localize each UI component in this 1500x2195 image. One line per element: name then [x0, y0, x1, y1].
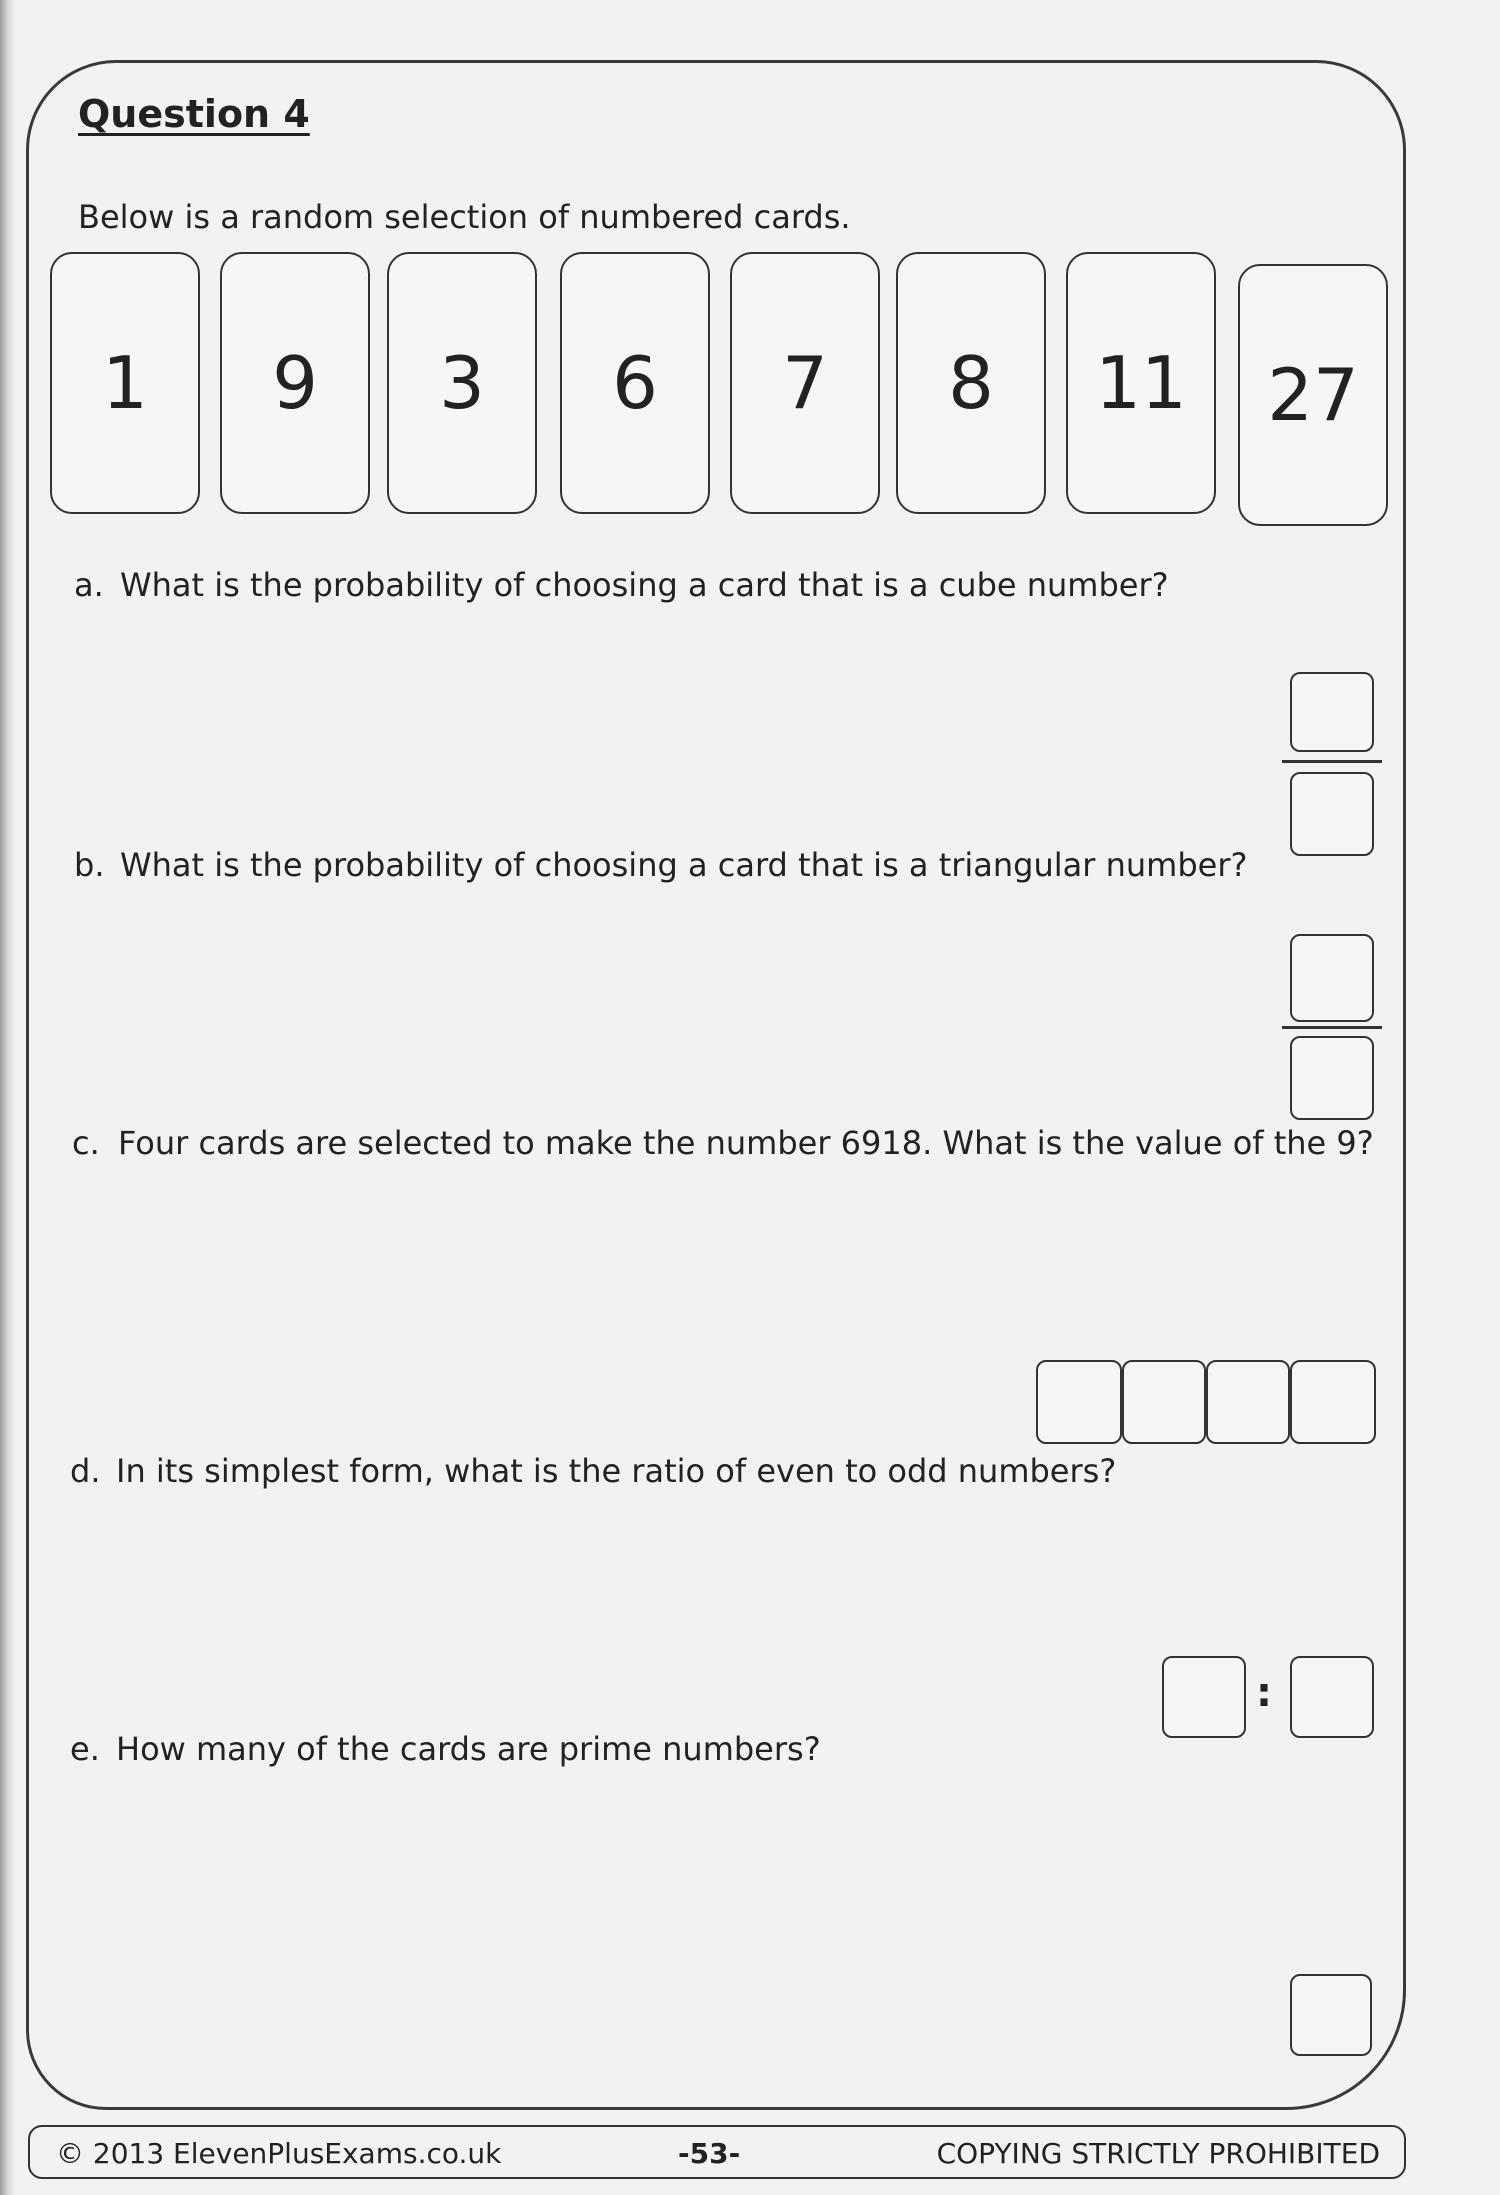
- copying-notice: COPYING STRICTLY PROHIBITED: [936, 2137, 1380, 2170]
- number-cards: [50, 252, 1392, 526]
- question-text: In its simplest form, what is the ratio of even to odd numbers?: [116, 1452, 1117, 1490]
- answer-d-left-box[interactable]: [1162, 1656, 1246, 1738]
- copyright-text: © 2013 ElevenPlusExams.co.uk: [56, 2137, 502, 2170]
- number-card: 6: [560, 252, 710, 514]
- answer-c-digit-box[interactable]: [1122, 1360, 1206, 1444]
- answer-b-denominator-box[interactable]: [1290, 1036, 1374, 1120]
- question-text: What is the probability of choosing a card that is a cube number?: [120, 566, 1169, 604]
- number-card: 27: [1238, 264, 1388, 526]
- answer-e-box[interactable]: [1290, 1974, 1372, 2056]
- answer-c-digit-box[interactable]: [1290, 1360, 1376, 1444]
- question-e: [70, 1730, 821, 1768]
- number-card: 8: [896, 252, 1046, 514]
- page-edge-shadow: [0, 0, 16, 2195]
- answer-d-right-box[interactable]: [1290, 1656, 1374, 1738]
- question-d: [70, 1452, 1116, 1490]
- fraction-line: [1282, 1026, 1382, 1029]
- answer-c-digit-box[interactable]: [1206, 1360, 1290, 1444]
- number-card: 3: [387, 252, 537, 514]
- ratio-colon: :: [1256, 1670, 1272, 1716]
- question-text: What is the probability of choosing a card that is a triangular number?: [120, 846, 1248, 884]
- number-card: 1: [50, 252, 200, 514]
- fraction-line: [1282, 760, 1382, 763]
- question-letter: a.: [74, 566, 104, 604]
- question-c: [72, 1124, 1374, 1162]
- question-a: [74, 566, 1169, 604]
- page-number: -53-: [678, 2137, 741, 2170]
- intro-text: Below is a random selection of numbered cards.: [78, 198, 851, 236]
- question-letter: c.: [72, 1124, 100, 1162]
- answer-c-digit-box[interactable]: [1036, 1360, 1122, 1444]
- number-card: 7: [730, 252, 880, 514]
- question-b: [74, 846, 1247, 884]
- number-card: 9: [220, 252, 370, 514]
- question-letter: d.: [70, 1452, 101, 1490]
- answer-b-numerator-box[interactable]: [1290, 934, 1374, 1022]
- number-card: 11: [1066, 252, 1216, 514]
- answer-a-numerator-box[interactable]: [1290, 672, 1374, 752]
- question-text: Four cards are selected to make the number 6918. What is the value of the 9?: [118, 1124, 1374, 1162]
- question-title: Question 4: [78, 92, 310, 136]
- question-letter: b.: [74, 846, 105, 884]
- answer-a-denominator-box[interactable]: [1290, 772, 1374, 856]
- page-footer: [28, 2125, 1406, 2179]
- question-text: How many of the cards are prime numbers?: [116, 1730, 821, 1768]
- question-letter: e.: [70, 1730, 100, 1768]
